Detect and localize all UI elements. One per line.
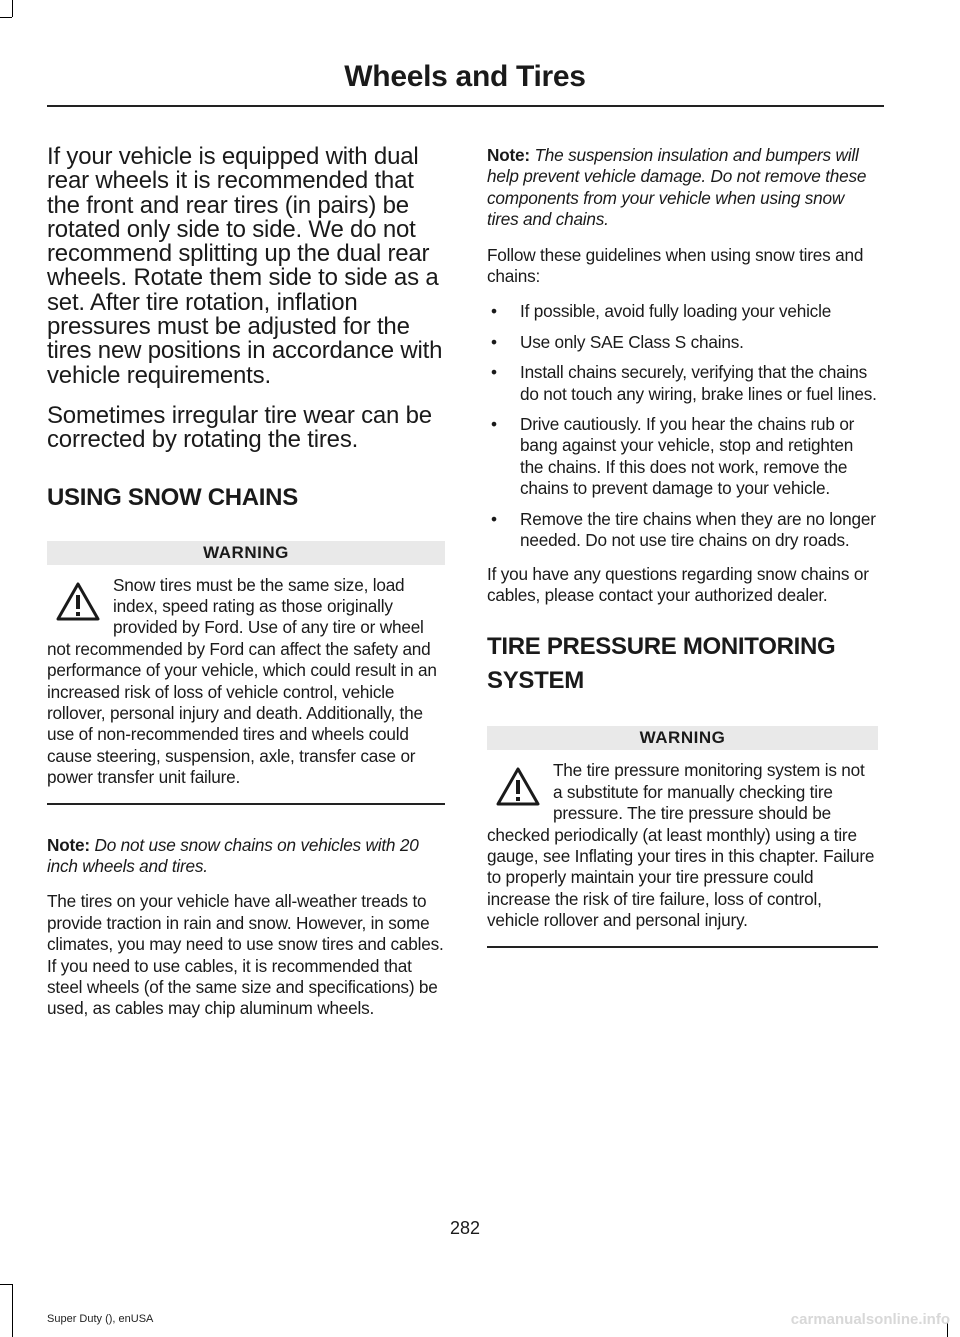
watermark: carmanualsonline.info [790,1311,950,1328]
intro-paragraph: If your vehicle is equipped with dual rear wheels it is recommended that the front and rear tires (in pairs) be rotated only side to side. We do not recommend splitting up the dual rear wheels. Rotate them side to side as a set. After tire rotation, inflation pressures must be adjusted for the tires new positions in accordance with vehicle requirements. [47,143,443,389]
page-title: Wheels and Tires [344,60,586,93]
edition-footer: Super Duty (), enUSA [47,1313,154,1325]
note-label: Note: [47,834,90,855]
list-item: • Remove the tire chains when they are no longer needed. Do not use tire chains on dry roads. [487,509,878,552]
body-paragraph: The tires on your vehicle have all-weather treads to provide traction in rain and snow. However, in some climates, you may need to use snow tires and cables. If you need to use cables, it is recommended that steel wheels (of the same size and specifications) be used, as cables may chip aluminum wheels. [47,891,444,1019]
warning-label: WARNING [487,726,878,750]
right-column [487,145,878,968]
warning-divider [47,803,445,805]
note [47,835,445,878]
warning-triangle-icon [55,581,101,623]
note-text: The suspension insulation and bumpers will help prevent vehicle damage. Do not remove these components from your vehicle when using snow tires and chains. [487,145,867,230]
page-number-text: 282 [449,1218,481,1238]
warning-box [487,726,878,947]
list-item: • If possible, avoid fully loading your vehicle [487,301,878,322]
crop-mark [12,1284,13,1337]
guidelines-list [487,301,878,551]
warning-body [487,750,878,931]
warning-label: WARNING [47,541,445,565]
section-heading-tpms [487,630,878,698]
left-column [47,145,445,1034]
warning-body [47,565,445,789]
warning-text: The tire pressure monitoring system is not a substitute for manually checking tire pressure. The tire pressure should be checked periodically (at least monthly) using a tire gauge, see Inflating your tires in this chapter. Failure to properly maintain your tire pressure could increase the risk of tire failure, loss of control, vehicle rollover and personal injury. [487,760,875,931]
questions-paragraph: If you have any questions regarding snow chains or cables, please contact your authorized dealer. [487,563,869,605]
note-label: Note: [487,145,530,165]
section-heading-line: TIRE PRESSURE MONITORING [487,633,836,661]
warning-divider [487,946,878,948]
intro-paragraph: Sometimes irregular tire wear can be corrected by rotating the tires. [47,401,432,454]
crop-mark [0,17,12,18]
crop-mark [0,1284,12,1285]
note-text: Do not use snow chains on vehicles with 20 inch wheels and tires. [47,834,419,877]
list-item: • Install chains securely, verifying that the chains do not touch any wiring, brake lines or fuel lines. [487,362,878,405]
warning-triangle-icon [495,766,541,808]
list-item: • Use only SAE Class S chains. [487,332,878,353]
warning-text: Snow tires must be the same size, load index, speed rating as those originally provided by Ford. Use of any tire or wheel not recommended by Ford can affect the safety and performance of your vehicle, which could result in an increased risk of loss of vehicle control, vehicle rollover, personal injury and death. Additionally, the use of non-recommended tires and wheels could cause steering, suspension, axle, transfer case or power transfer unit failure. [47,574,437,788]
guidelines-intro: Follow these guidelines when using snow tires and chains: [487,244,864,287]
page-header [0,60,930,94]
note [487,145,878,231]
header-divider [47,105,884,107]
list-item: • Drive cautiously. If you hear the chains rub or bang against your vehicle, stop and retighten the chains. If this does not work, remove the chains to prevent damage to your vehicle. [487,414,878,500]
warning-box [47,541,445,805]
section-heading-line: SYSTEM [487,667,584,695]
page-number [0,1218,930,1239]
crop-mark [12,0,13,17]
section-heading-snow-chains: USING SNOW CHAINS [47,483,298,511]
